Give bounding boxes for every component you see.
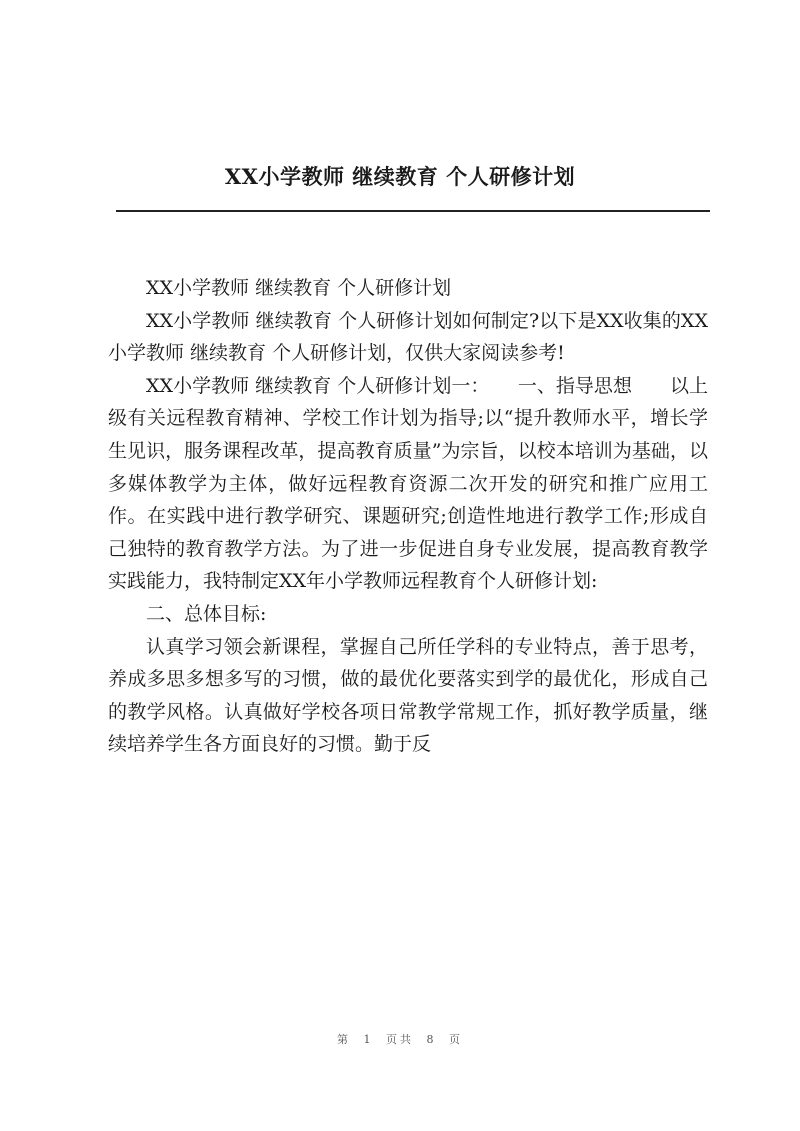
paragraph-intro: XX小学教师 继续教育 个人研修计划如何制定?以下是XX收集的XX小学教师 继续教育 个人研修计划，仅供大家阅读参考! xyxy=(108,309,708,365)
title-divider xyxy=(116,210,710,212)
footer-prefix: 第 xyxy=(337,1033,351,1046)
footer-suffix: 页 xyxy=(449,1033,463,1046)
page-footer xyxy=(0,1031,800,1047)
paragraph-plan-one: XX小学教师 继续教育 个人研修计划一： 一、指导思想 以上级有关远程教育精神、学校工作计划为指导;以“提升教师水平，增长学生见识，服务课程改革，提高教育质量”为宗旨，以校本培训为基础，以多媒体教学为主体，做好远程教育资源二次开发的研究和推广应用工作。在实践中进行教学研究、课题研究;创造性地进行教学工作;形成自己独特的教育教学方法。为了进一步促进自身专业发展，提高教育教学实践能力，我特制定XX年小学教师远程教育个人研修计划: xyxy=(108,374,708,593)
paragraph-section-heading: 二、总体目标: xyxy=(146,602,267,625)
document-body xyxy=(108,272,708,761)
paragraph-heading: XX小学教师 继续教育 个人研修计划 xyxy=(146,277,452,299)
paragraph-goals: 认真学习领会新课程，掌握自己所任学科的专业特点，善于思考，养成多思多想多写的习惯，做的最优化要落实到学的最优化，形成自己的教学风格。认真做好学校各项日常教学常规工作，抓好教学质量，继续培养学生各方面良好的习惯。勤于反 xyxy=(108,635,708,756)
footer-total-pages: 8 xyxy=(426,1033,437,1046)
document-title: XX小学教师 继续教育 个人研修计划 xyxy=(224,164,576,189)
footer-page-number: 1 xyxy=(363,1033,374,1046)
footer-middle: 页共 xyxy=(386,1033,414,1046)
